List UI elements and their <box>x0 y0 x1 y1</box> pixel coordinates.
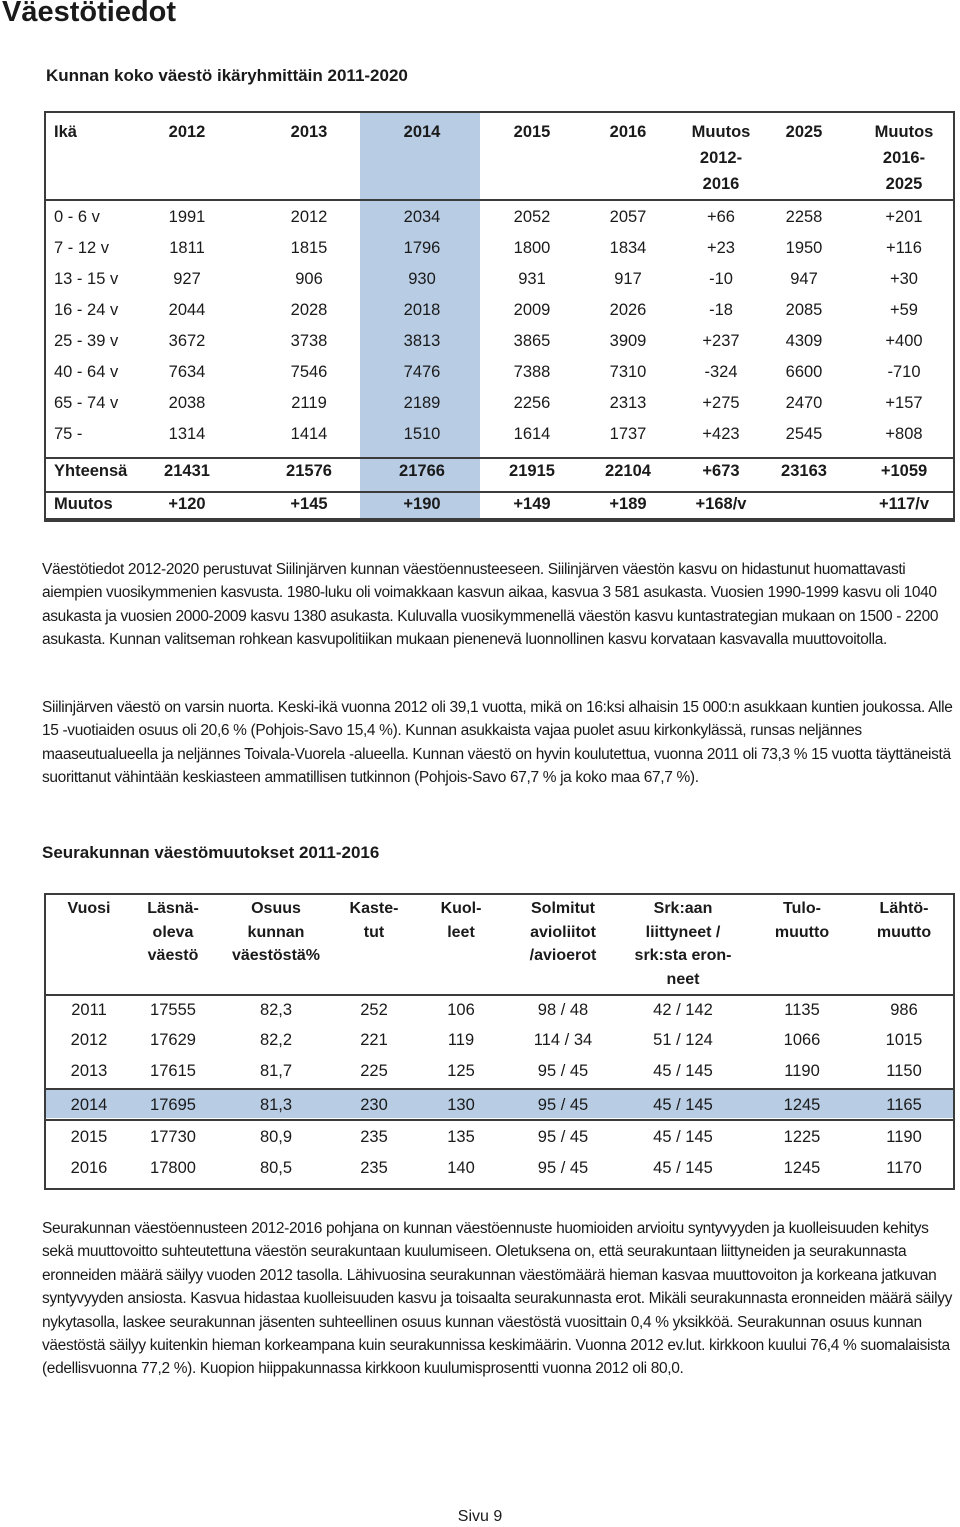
column-header-line: 2014 <box>403 123 441 141</box>
column-header-line: 2025 <box>885 175 923 193</box>
table-cell: 1150 <box>886 1062 922 1080</box>
table-cell: 17800 <box>150 1159 196 1177</box>
column-header <box>530 897 597 968</box>
table-cell: 82,3 <box>259 1001 293 1019</box>
table-cell: 1314 <box>168 425 206 443</box>
total-cell: 22104 <box>605 462 651 480</box>
table-cell: 135 <box>447 1128 475 1146</box>
total-label: Yhteensä <box>54 462 128 480</box>
total-cell: 21915 <box>509 462 555 480</box>
year-cell: 2011 <box>71 1001 107 1019</box>
change-cell: +189 <box>609 495 647 513</box>
column-header-line: 2015 <box>513 123 551 141</box>
column-header <box>775 897 829 944</box>
column-header-line: Muutos <box>874 123 934 141</box>
table-cell: 1950 <box>785 239 823 257</box>
table-cell: 2009 <box>513 301 551 319</box>
year-cell: 2014 <box>70 1096 108 1114</box>
column-header-line: Lähtö- <box>879 900 929 917</box>
table-cell: 7546 <box>290 363 328 381</box>
column-header-line: 2013 <box>290 123 328 141</box>
table-cell: 917 <box>614 270 642 288</box>
table-cell: 931 <box>518 270 546 288</box>
table-cell: 1225 <box>783 1128 821 1146</box>
table-cell: 42 / 142 <box>653 1001 713 1019</box>
table-cell: 3672 <box>168 332 206 350</box>
table-cell: 235 <box>360 1128 388 1146</box>
column-header <box>786 119 823 145</box>
table-cell: 130 <box>447 1096 475 1114</box>
table-cell: 7310 <box>609 363 647 381</box>
table-cell: 17615 <box>150 1062 196 1080</box>
table-cell: 1190 <box>784 1062 820 1080</box>
table-cell: 7388 <box>513 363 551 381</box>
column-header-line: Srk:aan <box>653 900 713 917</box>
table-cell: +66 <box>707 208 735 226</box>
table-cell: 80,5 <box>259 1159 293 1177</box>
table-cell: +808 <box>885 425 923 443</box>
table-cell: 17730 <box>150 1128 196 1146</box>
age-group-label: 7 - 12 v <box>54 239 110 257</box>
table-cell: 119 <box>447 1031 475 1049</box>
table-cell: 17629 <box>150 1031 196 1049</box>
column-header <box>441 897 482 944</box>
column-header-line: Ikä <box>54 123 77 141</box>
change-cell: +120 <box>168 495 206 513</box>
table-cell: 1815 <box>290 239 328 257</box>
column-header-line: Solmitut <box>531 900 595 917</box>
total-cell: 21766 <box>399 462 445 480</box>
column-header <box>877 897 931 944</box>
population-paragraph-1: Väestötiedot 2012-2020 perustuvat Siilinjärven kunnan väestöennusteeseen. Siilinjärven väestön kasvu on hidastunut huomattavasti aiempien vuosikymmenien kasvusta. 1980-luku oli voimakkaan kasvun aikaa, kasvua 3 581 asukasta. Vuosien 1990-1999 kasvu oli 1040 asukasta ja vuosien 2000-2009 kasvu 1380 asukasta. Kuluvalla vuosikymmenellä väestön kasvu kuntastrategian mukaan on 1500 - 2200 asukasta. Kunnan valitseman rohkean kasvupolitiikan mukaan pienenevä luonnollinen kasvu korvataan kasvavalla muuttovoitolla. <box>42 561 939 649</box>
column-header-line: 2016 <box>609 123 647 141</box>
age-group-label: 40 - 64 v <box>54 363 119 381</box>
column-header-line: 2016 <box>702 175 740 193</box>
column-header <box>350 897 399 944</box>
table-cell: -10 <box>709 270 733 288</box>
column-header-line: liittyneet / <box>645 923 721 941</box>
age-group-label: 65 - 74 v <box>54 394 119 412</box>
table-cell: 81,3 <box>259 1096 293 1114</box>
table-cell: 2044 <box>168 301 206 319</box>
column-header <box>232 897 320 968</box>
table-cell: 1737 <box>609 425 647 443</box>
table-cell: +157 <box>885 394 923 412</box>
column-header <box>610 119 647 145</box>
table-cell: +30 <box>890 270 918 288</box>
table-cell: 1614 <box>513 425 551 443</box>
total-cell: 23163 <box>781 462 827 480</box>
population-paragraph-2: Siilinjärven väestö on varsin nuorta. Keski-ikä vuonna 2012 oli 39,1 vuotta, mikä on 16:ksi alhaisin 15 000:n asukkaan kuntien joukossa. Alle 15 -vuotiaiden osuus oli 20,6 % (Pohjois-Savo 15,4 %). Kunnan asukkaista vajaa puolet asuu kirkonkylässä, runsas neljännes maaseutualueella ja neljännes Toivala-Vuorela -alueella. Kunnan väestö on hyvin koulutettua, vuonna 2011 oli 73,3 % 15 vuotta täyttäneistä suorittanut vähintään keskiasteen ammatillisen tutkinnon (Pohjois-Savo 67,7 % ja koko maa 67,7 %). <box>42 699 953 787</box>
table-cell: 106 <box>447 1001 475 1019</box>
table-cell: 2012 <box>290 208 328 226</box>
column-header-line: Muutos <box>691 123 751 141</box>
table-cell: 2057 <box>609 208 647 226</box>
page-number: Sivu 9 <box>457 1508 503 1525</box>
table-cell: 7634 <box>168 363 206 381</box>
table-cell: 2018 <box>403 301 441 319</box>
table-cell: 1245 <box>783 1159 821 1177</box>
table-cell: 947 <box>790 270 818 288</box>
column-header-line: neet <box>666 970 700 988</box>
table-rule <box>46 1119 953 1121</box>
table-cell: 45 / 145 <box>653 1096 713 1114</box>
table-cell: 51 / 124 <box>653 1031 713 1049</box>
table-cell: 45 / 145 <box>653 1159 713 1177</box>
parish-table-title: Seurakunnan väestömuutokset 2011-2016 <box>42 843 380 862</box>
table-cell: 6600 <box>785 363 823 381</box>
age-group-label: 25 - 39 v <box>54 332 119 350</box>
table-cell: 252 <box>360 1001 388 1019</box>
column-header-line: Osuus <box>251 900 301 917</box>
change-cell: +168/v <box>695 495 747 513</box>
table-cell: 2026 <box>609 301 647 319</box>
year-cell: 2015 <box>70 1128 108 1146</box>
column-header <box>404 119 441 145</box>
table-cell: 235 <box>360 1159 388 1177</box>
table-cell: 927 <box>173 270 201 288</box>
table-cell: 1834 <box>609 239 647 257</box>
population-age-table <box>44 111 955 522</box>
table-cell: 1245 <box>783 1096 821 1114</box>
table-cell: 4309 <box>785 332 823 350</box>
table-cell: 1135 <box>784 1001 820 1019</box>
column-header-line: Tulo- <box>783 900 821 917</box>
table-cell: 1190 <box>886 1128 922 1146</box>
column-header <box>147 897 199 968</box>
column-header-line: 2012- <box>699 149 743 167</box>
column-header-line: Läsnä- <box>147 900 199 917</box>
column-header-line: avioliitot <box>530 923 596 941</box>
year-cell: 2016 <box>70 1159 108 1177</box>
table-cell: 225 <box>360 1062 388 1080</box>
column-header <box>875 119 934 197</box>
table-rule <box>46 457 953 459</box>
table-cell: -710 <box>887 363 921 381</box>
table-cell: 2028 <box>290 301 328 319</box>
table-cell: 1015 <box>885 1031 923 1049</box>
table-rule <box>46 199 953 201</box>
table-cell: 81,7 <box>259 1062 293 1080</box>
table-cell: 95 / 45 <box>537 1159 589 1177</box>
table-cell: 125 <box>447 1062 475 1080</box>
column-header-line: Kuol- <box>440 900 482 917</box>
column-header-line: 2012 <box>168 123 206 141</box>
table-cell: 7476 <box>403 363 441 381</box>
table-cell: 3865 <box>513 332 551 350</box>
table-cell: 45 / 145 <box>653 1062 713 1080</box>
change-cell: +149 <box>513 495 551 513</box>
change-cell: +117/v <box>878 495 930 513</box>
column-header-line: väestö <box>147 947 199 964</box>
table-cell: 98 / 48 <box>537 1001 589 1019</box>
table-cell: 1510 <box>403 425 441 443</box>
column-header <box>635 897 732 991</box>
table-cell: 1811 <box>169 239 205 257</box>
age-group-label: 75 - <box>54 425 83 443</box>
table-cell: 3813 <box>403 332 441 350</box>
year-cell: 2013 <box>70 1062 108 1080</box>
table-cell: 986 <box>890 1001 918 1019</box>
table-rule <box>46 994 953 996</box>
column-header <box>169 119 206 145</box>
table-cell: 45 / 145 <box>653 1128 713 1146</box>
table-cell: 3738 <box>290 332 328 350</box>
table-cell: 82,2 <box>259 1031 293 1049</box>
parish-population-table <box>44 893 955 1190</box>
table-cell: 1800 <box>513 239 551 257</box>
table-cell: 95 / 45 <box>537 1128 589 1146</box>
table-rule <box>46 1088 953 1090</box>
table-cell: 114 / 34 <box>533 1031 593 1049</box>
column-header <box>54 119 77 145</box>
column-header-line: kunnan <box>247 923 305 941</box>
table-cell: 140 <box>447 1159 475 1177</box>
table-cell: +23 <box>707 239 735 257</box>
age-group-label: 16 - 24 v <box>54 301 119 319</box>
table-cell: 2256 <box>513 394 551 412</box>
table-cell: 17695 <box>150 1096 196 1114</box>
table-cell: 80,9 <box>259 1128 293 1146</box>
column-header <box>291 119 328 145</box>
table-cell: +400 <box>885 332 923 350</box>
table-cell: 2119 <box>291 394 327 412</box>
table-cell: 2034 <box>403 208 441 226</box>
column-header-line: Vuosi <box>67 900 111 917</box>
table-cell: 1165 <box>886 1096 922 1114</box>
table-cell: 2038 <box>168 394 206 412</box>
table-rule <box>46 518 953 520</box>
column-header-line: muutto <box>774 923 830 941</box>
column-header-line: 2025 <box>785 123 823 141</box>
column-header-line: oleva <box>152 923 194 941</box>
table-cell: 1066 <box>783 1031 821 1049</box>
age-group-label: 13 - 15 v <box>54 270 119 288</box>
column-header-line: väestöstä% <box>231 947 321 964</box>
change-cell: +145 <box>290 495 328 513</box>
column-header <box>692 119 751 197</box>
column-header <box>68 897 111 921</box>
column-header-line: tut <box>363 923 385 941</box>
total-cell: +1059 <box>880 462 928 480</box>
table-cell: 2545 <box>785 425 823 443</box>
page-title: Väestötiedot <box>2 0 177 28</box>
column-header <box>514 119 551 145</box>
population-table-title: Kunnan koko väestö ikäryhmittäin 2011-2020 <box>46 66 408 85</box>
total-cell: +673 <box>702 462 740 480</box>
table-cell: 221 <box>360 1031 388 1049</box>
table-cell: 1414 <box>290 425 328 443</box>
table-cell: 1796 <box>403 239 441 257</box>
age-group-label: 0 - 6 v <box>54 208 100 226</box>
table-cell: 3909 <box>609 332 647 350</box>
table-cell: +275 <box>702 394 740 412</box>
table-cell: 2313 <box>609 394 647 412</box>
table-cell: +59 <box>890 301 918 319</box>
table-cell: 95 / 45 <box>537 1062 589 1080</box>
parish-paragraph: Seurakunnan väestöennusteen 2012-2016 pohjana on kunnan väestöennuste huomioiden arvioitu syntyvyyden ja kuolleisuuden kehitys sekä muuttovoitto suhteutettuna väestön seurakuntaan kuulumiseen. Oletuksena on, että seurakuntaan liittyneiden ja seurakunnasta eronneiden määrä säilyy vuoden 2012 tasolla. Lähivuosina seurakunnan väestömäärä hieman kasvaa muuttovoiton ja korkeana jatkuvan syntyvyyden ansiosta. Kasvua hidastaa kuolleisuuden kasvu ja toisaalta seurakunnasta erot. Mikäli seurakunnasta eronneiden määrä säilyy nykytasolla, laskee seurakunnan jäsenten suhteellinen osuus kunnan väestöstä vuosittain 0,4 % yksikköä. Seurakunnan osuus kunnan väestöstä säilyy kuitenkin hieman korkeampana kuin seurakunnissa keskimäärin. Vuonna 2012 ev.lut. kirkkoon kuului 76,4 % suomalaisista (edellisvuonna 77,2 %). Kuopion hiippakunnassa kirkkoon kuulumisprosentti vuonna 2012 oli 80,0. <box>42 1220 952 1378</box>
table-cell: 230 <box>360 1096 388 1114</box>
table-cell: +423 <box>702 425 740 443</box>
table-cell: 2052 <box>513 208 551 226</box>
column-header-line: srk:sta eron- <box>634 947 732 964</box>
column-header-line: Kaste- <box>349 900 399 917</box>
table-cell: +237 <box>702 332 740 350</box>
table-cell: 906 <box>295 270 323 288</box>
total-cell: 21431 <box>164 462 210 480</box>
table-cell: 2470 <box>785 394 823 412</box>
year-cell: 2012 <box>70 1031 108 1049</box>
table-cell: 2085 <box>785 301 823 319</box>
table-cell: 1170 <box>886 1159 922 1177</box>
column-header-line: muutto <box>876 923 932 941</box>
table-cell: 2258 <box>785 208 823 226</box>
table-cell: 95 / 45 <box>537 1096 589 1114</box>
table-cell: +201 <box>885 208 923 226</box>
table-cell: -18 <box>709 301 733 319</box>
table-cell: 2189 <box>403 394 441 412</box>
change-cell: +190 <box>403 495 441 513</box>
table-cell: +116 <box>886 239 922 257</box>
total-cell: 21576 <box>286 462 332 480</box>
change-label: Muutos <box>54 495 113 513</box>
column-header-line: /avioerot <box>529 947 597 964</box>
column-header-line: leet <box>447 923 475 941</box>
table-rule <box>46 491 953 493</box>
table-cell: 930 <box>408 270 436 288</box>
table-cell: 17555 <box>150 1001 196 1019</box>
column-header-line: 2016- <box>882 149 926 167</box>
table-cell: -324 <box>704 363 738 381</box>
table-cell: 1991 <box>168 208 206 226</box>
